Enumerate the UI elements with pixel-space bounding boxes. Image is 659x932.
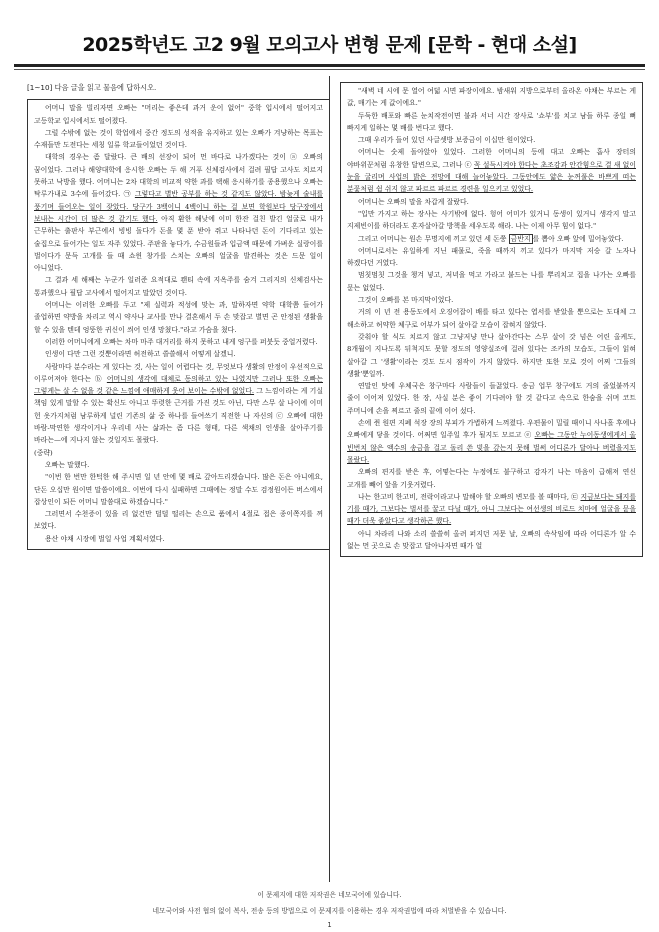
passage-text: 아니 차라리 나와 소리 쓸쓸히 올려 퍼지던 저문 날, 오빠의 속삭임에 따라 어디론가 알 수 없는 먼 곳으로 손 맞잡고 달아나자면 때가 얼 — [347, 529, 636, 550]
passage-paragraph — [347, 380, 636, 417]
passage-text: 나는 한고비 한고비, 전락이라고나 말해야 할 오빠의 변모를 볼 때마다, ㉢ — [358, 492, 581, 501]
passage-text: (중략) — [34, 448, 53, 457]
passage-text: 어머니 말을 빌리자면 오빠는 "머리는 좋은데 과거 운이 없어" 중학 입시에서 떨어지고 고등학교 입시에서도 떨어졌다. — [34, 104, 323, 125]
passage-paragraph — [34, 447, 323, 459]
page-title: 2025학년도 고2 9월 모의고사 변형 문제 [문학 - 현대 소설] — [82, 34, 577, 56]
passage-paragraph — [347, 85, 636, 110]
passage-paragraph — [347, 245, 636, 270]
passage-paragraph — [347, 417, 636, 466]
passage-paragraphs-right — [347, 85, 636, 552]
passage-paragraph — [34, 361, 323, 447]
passage-paragraph — [34, 127, 323, 152]
copyright-notice: 이 문제지에 대한 저작권은 네모국어에 있습니다. — [257, 891, 402, 899]
passage-text: 그 느낌이라는 게 기실 책임 있게 말할 수 있는 확신도 아니고 뚜렷한 근거를 가진 것도 아닌, 다만 스무 살 나이에 이미 헌 옷가지처럼 남루하게 널린 기존의 삶 중 하나를 들여쓰기 직전한 나 자신의 ⓒ 오빠에 대한 바람-막연한 생각이거나 우리네 사는 삶과는 좀 다른 형태, 다른 색채의 인생을 살아주기를 바라는—에 지나지 않는 것일지도 몰랐다. — [34, 387, 323, 445]
passage-paragraph — [34, 336, 323, 348]
column-divider — [329, 76, 330, 882]
passage-text: 그것이 오빠를 본 마지막이었다. — [358, 296, 454, 305]
passage-paragraph — [34, 299, 323, 336]
right-column — [340, 82, 643, 557]
passage-text: 그리고 어머니는 원손 무명지에 끼고 있던 세 돈쭝 — [358, 234, 509, 243]
passage-paragraph — [34, 348, 323, 360]
passage-text: 갖춰야 할 식도 치르지 않고 그냥저냥 만나 살아간다는 스무 살이 갓 넘은 어린 올케도, 8개월이 지나도록 뒤척지도 못할 정도의 영양실조에 걸려 있다는 조카의 모습도, 그들이 읽혀 살아갈 그 '생활'이라는 것도 도시 점작이 가지 않았다. 하지만 또한 모로 것이 어찌 '그들의 생활'뿐일까. — [347, 332, 636, 378]
passage-text: 어머니는 숫제 돌아앉아 있었다. 그러한 어머니의 등에 대고 오빠는 흡사 장터의 야바위꾼처럼 유창한 달변으로, 그러나 ⓒ — [347, 148, 636, 169]
title-rule-thin — [14, 69, 645, 70]
passage-text: 이러한 어머니에게 오빠는 차마 마주 대거리를 하지 못하고 내게 엉구를 퍼붓듯 중얼거렸다. — [45, 337, 318, 346]
passage-paragraph — [347, 306, 636, 331]
passage-text: 그 결과 세 해째는 누군가 일러준 요적대로 꽨티 속에 지옥주를 숨겨 그리지의 신체검사는 통과했으나 필답 고사에서 떨어지고 말았던 것이다. — [34, 276, 323, 297]
passage-paragraph — [34, 274, 323, 299]
underlined-passage: 꼭 설득시켜야 한다는 초조감과 안간힘으로 결 새 없이 눈을 굴리며 사업의 밝은 전망에 대해 늘어놓았다. 그동안에도 얇은 눈꺼풀은 바쁘게 떠는 분꽃처럼 쉼 쉬지 않고 파르르 파르르 경련을 일으키고 있었다. — [347, 160, 636, 194]
passage-paragraphs-left — [34, 102, 323, 545]
passage-text: 어머니는 오빠의 말을 차갑게 잘랐다. — [358, 197, 469, 206]
passage-paragraph — [34, 533, 323, 545]
passage-paragraph — [347, 528, 636, 553]
passage-paragraph — [347, 466, 636, 491]
passage-text: 연말인 탓에 우체국은 창구마다 사람들이 들끓었다. 송금 업무 창구에도 거의 줄었붙까지 줄이 이어져 있었다. 한 장, 사실 분은 좋이 기다려야 할 것 같다고 속으로 한숨을 쉬며 코트 주머니에 손을 찌르고 줄의 끝에 이어 섰다. — [347, 382, 636, 415]
passage-text: "이번 한 번만 한턱한 해 주시면 일 년 안에 몇 배로 갚아드리겠습니다. 많은 돈은 아니에요, 단돈 오십만 원이면 말씀이에요. 이번에 다시 실패하면 그때에는 정말 수도 검정원이든 버스에서 잡상인이 되든 어머니 말씀대로 하겠습니다." — [34, 473, 323, 506]
passage-paragraph — [347, 146, 636, 195]
passage-text: 사람마다 분수라는 게 있다는 것, 사는 일이 어렵다는 것, 무엇보다 생활의 안정이 우선적으로 이루어져야 한다는 ⓑ — [34, 362, 323, 383]
passage-text: 오빠는 말했다. — [45, 460, 90, 469]
passage-text: "입만 가지고 하는 장사는 사기밖에 없다. 헝어 어미가 있거니 동생이 있거니 생각지 말고 지제빈이를 하더라도 혼자살아갈 방책을 세우도록 해라. 나는 이제 아무 힘이 없다." — [347, 209, 636, 231]
passage-text: 인생이 다만 그런 것뿐이라면 허전하고 쓸쓸해서 어떻게 살겠니. — [45, 350, 236, 359]
passage-paragraph — [34, 471, 323, 508]
passage-paragraph — [347, 134, 636, 146]
passage-paragraph — [347, 331, 636, 380]
underlined-passage: 오빠는 그동안 누이동생에게서 올 빈번치 않은 액수의 송금을 걸고 돌리 쓴 빚을 갚는지 못해 벌써 어디론가 달아나 버렸을지도 몰랐다. — [347, 431, 637, 464]
boxed-word: 금반지 — [510, 234, 531, 243]
passage-paragraph — [34, 459, 323, 471]
passage-box-left — [27, 99, 330, 550]
passage-paragraph — [347, 110, 636, 135]
passage-paragraph — [34, 102, 323, 127]
passage-paragraph — [347, 294, 636, 306]
passage-text: 오빠의 편지를 받은 후, 어떻는다는 누정에도 불구하고 감자기 나는 마음이 급해져 연신 고개를 빼어 앞을 기웃거렸다. — [347, 468, 636, 489]
passage-text: 아직 환한 해낮에 이미 한잔 걸친 발긴 얼굴로 내가 근무하는 출판사 부근에서 빙빙 돌다가 돈을 몇 푼 받아 쥐고 나타나던 돈이 기다리고 있는 술집으로 들어가는 일도 자주 있었다. 주판을 놓다가, 수금원들과 입금액 때문에 가벼운 실랑이를 벌이다가 문득 고개를 들 때 쇼윈 창가를 스치는 오빠의 얼굴을 발견하는 것은 드문 일이 아니었다. — [34, 214, 323, 273]
passage-text: 어머니로서는 유일하게 지닌 패물로, 죽을 때까지 끼고 있다가 마지막 저승 갈 노자나 하겠다던 거였다. — [347, 246, 636, 268]
passage-paragraph — [34, 151, 323, 274]
passage-text: 그때 우리가 들어 있던 사글셋방 보증금이 이십만 원이었다. — [358, 136, 536, 145]
title-rule-thick — [14, 64, 645, 67]
passage-text: 그러면서 수천증이 있을 리 없건만 덜덜 떨리는 손으로 품에서 4절로 접은 종이쪽지를 꺼 보였다. — [34, 510, 323, 531]
passage-box-right — [340, 82, 643, 557]
underlined-passage: 그렇다고 별반 공부를 하는 것 같지도 않았다. 밤늦게 술내를 풍기며 들어오는 일이 잦았다. 당구가 3백이니 4백이니 하는 걸 보면 학원보다 당구장에서 보내는 시간이 더 많은 것 같기도 했다. — [34, 190, 324, 223]
left-column — [27, 82, 330, 550]
passage-text: "새벽 네 시에 문 열어 여덟 시면 파장이에요. 밤새워 지방으로부터 올라온 야채는 부르는 게 값, 매기는 게 값이에요." — [347, 87, 636, 108]
usage-warning: 네모국어와 사전 협의 없이 복사, 전송 등의 방법으로 이 문제지를 이용하는 경우 저작권법에 따라 처벌받을 수 있습니다. — [152, 907, 507, 915]
passage-paragraph — [347, 196, 636, 208]
passage-text: 거의 이 년 전 용동도에서 오징어잡이 배를 타고 있다는 엽서를 받았을 뿐으로는 도대체 그 해소하고 허약한 체구로 어부가 되어 살아갈 모습이 잡혀지 않았다. — [347, 308, 636, 329]
passage-text: 그럴 수밖에 없는 것이 학업에서 중간 정도의 성적을 유지하고 있는 오빠가 겨냥하는 목표는 수재들만 도전다는 세칭 일류 학교들이었던 것이다. — [34, 128, 323, 150]
passage-paragraph — [347, 269, 636, 294]
passage-paragraph — [34, 508, 323, 533]
passage-paragraph — [347, 208, 636, 233]
passage-paragraph — [347, 233, 636, 245]
passage-text: 손에 쥔 원편 지폐 석장 장의 부피가 가볍하게 느껴졌다. 우편물이 밀릴 때이니 사나흘 후에나 오빠에게 닿을 것이다. 어쩌면 일주일 후가 될지도 모르고 ⓔ — [347, 419, 636, 440]
passage-text: 멈칫멈칫 그것을 챙겨 넣고, 저녁을 먹고 가라고 붙드는 나를 뿌리치고 집을 나가는 오빠를 묻는 없었다. — [347, 271, 636, 292]
passage-text: 를 뽑아 오빠 앞에 밀어놓았다. — [532, 234, 624, 243]
passage-text: 대학의 경우는 좀 달랐다. 큰 배의 선장이 되어 먼 바다로 나가겠다는 것이 ⓐ 오빠의 꿈이었다. 그러나 해양대학에 응시한 오빠는 두 해 거푸 신체검사에서 걸려 필답 고사도 치르지 못하고 낙방을 했다. 어머니는 2차 대학의 비교적 약한 과를 택해 응시하기를 종용했으나 오빠는 탁루가내로 3수에 들어갔다. ㉠ — [34, 153, 323, 199]
underlined-passage: 어머니의 생각에 대체로 동의하고 있는 나였지만 그러나 또한 오빠는 그렇게는 살 수 없을 것 같은 느낌에 애매하게 웃어 보이는 수밖에 없었다. — [34, 374, 323, 396]
question-instruction: [1~10] 다음 글을 읽고 물음에 답하시오. — [27, 83, 157, 92]
passage-text: 용산 야채 시장에 벌일 사업 계획서였다. — [45, 534, 165, 543]
underlined-passage: 지금보다는 돼지를 기를 때가, 그보다는 벌서를 꿀고 다닐 때가, 아니 그보다는 여선생의 비로드 치마에 얼굴을 묻을 때가 더욱 좋았다고 생각하곤 했다. — [347, 492, 636, 526]
page-number: 1 — [327, 921, 332, 929]
passage-text: 어머니는 이러한 오빠를 두고 "제 실력과 적성에 맞는 과, 말하자면 약학 대학쯤 들어가 졸업하면 약방을 차리고 역시 약사나 교사를 만나 결혼해서 두 손 맞잡고 별면 곤 안정된 생활을 할 수 있을 텐데 엉뚱한 귀신이 씌어 인생 망쳤다."라고 가슴을 쳤다. — [34, 301, 323, 334]
passage-text: 두둑한 배포와 빠른 눈치작전이면 불과 서너 시간 장사로 '쇼부'를 치고 남들 하루 종일 뼈 빠지게 일하는 몇 배를 번다고 했다. — [347, 111, 636, 132]
passage-paragraph — [347, 491, 636, 528]
